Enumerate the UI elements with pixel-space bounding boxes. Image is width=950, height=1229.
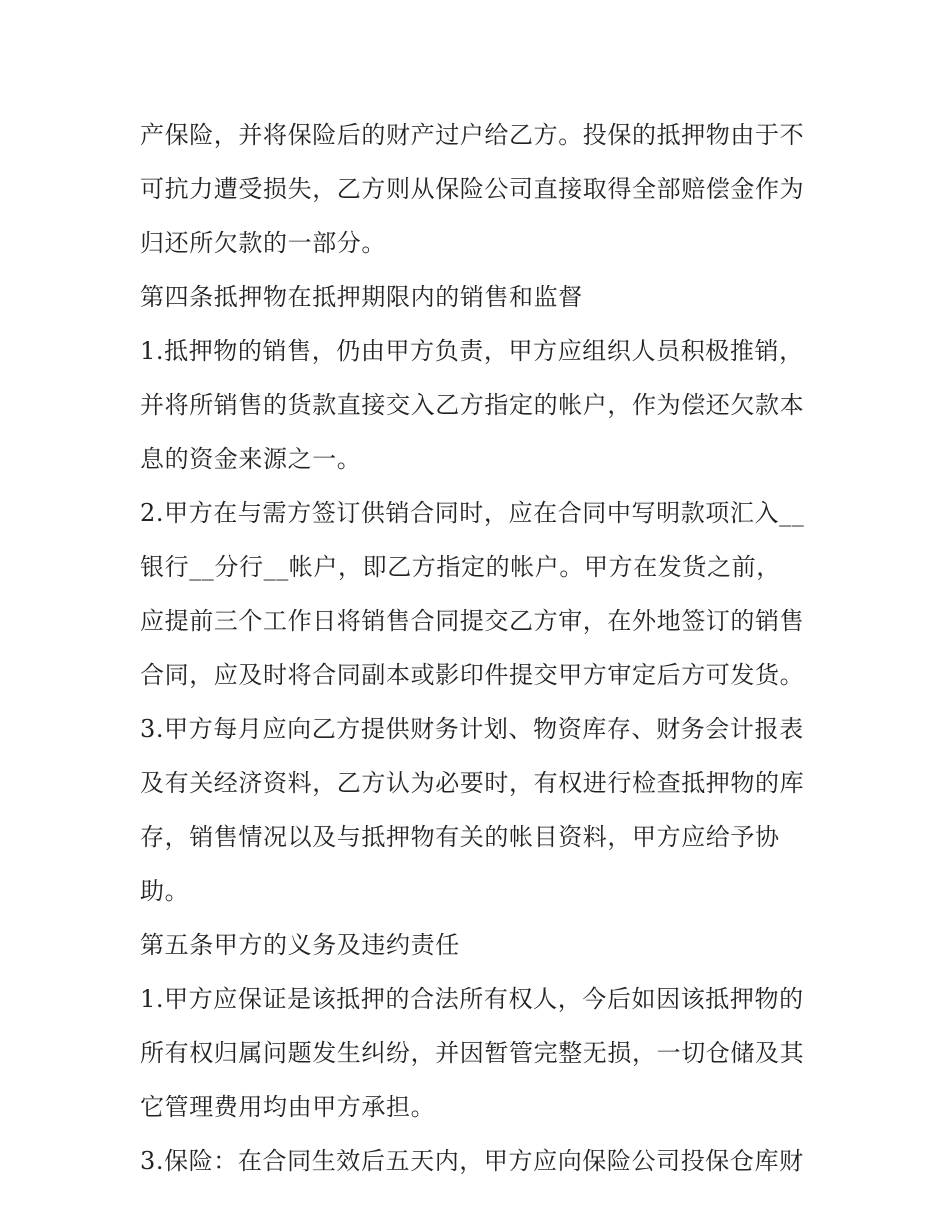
text-line: 3.甲方每月应向乙方提供财务计划、物资库存、财务会计报表 <box>140 715 804 743</box>
document-body <box>140 108 820 1188</box>
text-line: 产保险，并将保险后的财产过户给乙方。投保的抵押物由于不 <box>140 121 805 149</box>
text-line: 及有关经济资料，乙方认为必要时，有权进行检查抵押物的库 <box>140 769 805 797</box>
text-line: 应提前三个工作日将销售合同提交乙方审，在外地签订的销售 <box>140 607 805 635</box>
text-line: 合同，应及时将合同副本或影印件提交甲方审定后方可发货。 <box>140 661 805 689</box>
text-line: 存，销售情况以及与抵押物有关的帐目资料，甲方应给予协 <box>140 823 780 851</box>
text-line: 可抗力遭受损失，乙方则从保险公司直接取得全部赔偿金作为 <box>140 175 805 203</box>
text-line: 所有权归属问题发生纠纷，并因暂管完整无损，一切仓储及其 <box>140 1039 805 1067</box>
section-heading: 第四条抵押物在抵押期限内的销售和监督 <box>140 283 583 311</box>
text-line: 归还所欠款的一部分。 <box>140 229 386 257</box>
text-line: 息的资金来源之一。 <box>140 445 362 473</box>
text-line: 1.抵押物的销售，仍由甲方负责，甲方应组织人员积极推销， <box>140 337 804 365</box>
text-line: 助。 <box>140 877 190 905</box>
text-line: 它管理费用均由甲方承担。 <box>140 1093 436 1121</box>
text-line: 3.保险：在合同生效后五天内，甲方应向保险公司投保仓库财 <box>140 1147 804 1175</box>
text-line: 并将所销售的货款直接交入乙方指定的帐户，作为偿还欠款本 <box>140 391 805 419</box>
text-line: 2.甲方在与需方签订供销合同时，应在合同中写明款项汇入__ <box>140 499 805 527</box>
text-line: 1.甲方应保证是该抵押的合法所有权人，今后如因该抵押物的 <box>140 985 804 1013</box>
section-heading: 第五条甲方的义务及违约责任 <box>140 931 460 959</box>
text-line: 银行__分行__帐户，即乙方指定的帐户。甲方在发货之前， <box>140 553 781 581</box>
